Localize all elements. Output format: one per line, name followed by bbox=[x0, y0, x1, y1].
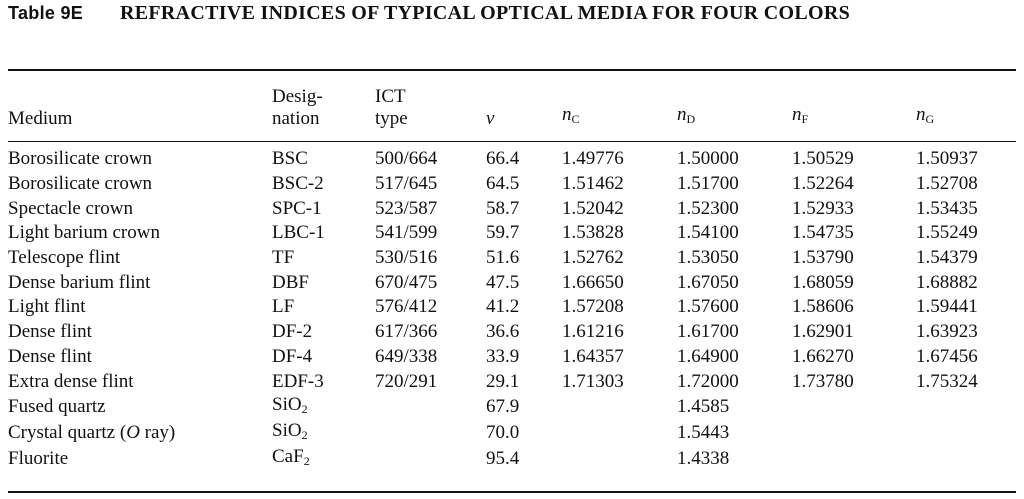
nu-cell: 33.9 bbox=[486, 345, 520, 367]
nF-cell bbox=[792, 420, 916, 446]
ict-type-cell: 649/338 bbox=[375, 345, 438, 367]
nD-cell: 1.4338 bbox=[677, 447, 730, 469]
nC-cell bbox=[562, 420, 677, 446]
nG-cell: 1.55249 bbox=[916, 222, 978, 244]
table-row bbox=[8, 196, 1016, 221]
nu-cell: 51.6 bbox=[486, 247, 520, 269]
table-row bbox=[8, 246, 1016, 271]
nF-cell: 1.73780 bbox=[792, 370, 854, 392]
medium-cell: Telescope flint bbox=[8, 247, 121, 269]
table-row bbox=[8, 270, 1016, 295]
table-caption: REFRACTIVE INDICES OF TYPICAL OPTICAL MEDIA FOR FOUR COLORS bbox=[120, 2, 851, 24]
designation-cell: BSC-2 bbox=[272, 173, 324, 195]
designation-cell: LF bbox=[272, 296, 295, 318]
nG-cell: 1.67456 bbox=[916, 345, 978, 367]
nu-cell: 64.5 bbox=[486, 173, 520, 195]
table-row bbox=[8, 420, 1016, 446]
nG-cell: 1.75324 bbox=[916, 370, 978, 392]
designation-cell: CaF$_2$ bbox=[272, 445, 310, 468]
header-medium: Medium bbox=[8, 108, 73, 129]
header-nC: $n_C$ bbox=[562, 104, 580, 126]
table-row bbox=[8, 394, 1016, 420]
header-nD: $n_D$ bbox=[677, 104, 696, 126]
nF-cell: 1.58606 bbox=[792, 296, 854, 318]
nD-cell: 1.57600 bbox=[677, 296, 739, 318]
medium-cell: Dense flint bbox=[8, 345, 92, 367]
nG-cell: 1.63923 bbox=[916, 321, 978, 343]
nC-cell: 1.64357 bbox=[562, 345, 624, 367]
ict-type-cell bbox=[375, 394, 486, 420]
ict-type-cell: 523/587 bbox=[375, 197, 438, 219]
nG-cell: 1.53435 bbox=[916, 197, 978, 219]
medium-cell: Extra dense flint bbox=[8, 370, 134, 392]
nD-cell: 1.5443 bbox=[677, 421, 730, 443]
nC-cell: 1.71303 bbox=[562, 370, 624, 392]
designation-cell: LBC-1 bbox=[272, 222, 325, 244]
table-row bbox=[8, 221, 1016, 246]
designation-cell: TF bbox=[272, 247, 295, 269]
nC-cell: 1.57208 bbox=[562, 296, 624, 318]
nD-cell: 1.72000 bbox=[677, 370, 739, 392]
medium-cell: Borosilicate crown bbox=[8, 173, 153, 195]
medium-cell: Light flint bbox=[8, 296, 86, 318]
medium-cell: Fused quartz bbox=[8, 395, 106, 417]
medium-cell: Dense barium flint bbox=[8, 271, 151, 293]
designation-cell: SPC-1 bbox=[272, 197, 322, 219]
nD-cell: 1.4585 bbox=[677, 395, 730, 417]
table-row bbox=[8, 147, 1016, 172]
top-rule bbox=[8, 69, 1016, 71]
nC-cell: 1.52042 bbox=[562, 197, 624, 219]
header-designation-line1: Desig- bbox=[272, 86, 323, 107]
nD-cell: 1.52300 bbox=[677, 197, 739, 219]
medium-cell: Light barium crown bbox=[8, 222, 160, 244]
nu-cell: 59.7 bbox=[486, 222, 520, 244]
nu-cell: 95.4 bbox=[486, 447, 520, 469]
nu-cell: 41.2 bbox=[486, 296, 520, 318]
designation-cell: DF-4 bbox=[272, 345, 313, 367]
bottom-rule bbox=[8, 491, 1016, 493]
nG-cell: 1.52708 bbox=[916, 173, 978, 195]
nG-cell: 1.59441 bbox=[916, 296, 978, 318]
nG-cell: 1.68882 bbox=[916, 271, 978, 293]
medium-cell: Dense flint bbox=[8, 321, 92, 343]
nC-cell: 1.66650 bbox=[562, 271, 624, 293]
header-nu: ν bbox=[486, 108, 495, 129]
designation-cell: SiO$_2$ bbox=[272, 393, 308, 416]
nu-cell: 67.9 bbox=[486, 395, 520, 417]
header-designation bbox=[272, 80, 375, 130]
nC-cell: 1.53828 bbox=[562, 222, 624, 244]
table-row bbox=[8, 345, 1016, 370]
ict-type-cell: 530/516 bbox=[375, 247, 438, 269]
nu-cell: 36.6 bbox=[486, 321, 520, 343]
header-nF: $n_F$ bbox=[792, 104, 809, 126]
table-row bbox=[8, 446, 1016, 472]
nG-cell: 1.54379 bbox=[916, 247, 978, 269]
nF-cell: 1.54735 bbox=[792, 222, 854, 244]
nD-cell: 1.53050 bbox=[677, 247, 739, 269]
header-row bbox=[8, 80, 1016, 130]
medium-cell: Fluorite bbox=[8, 447, 69, 469]
nu-cell: 47.5 bbox=[486, 271, 520, 293]
nF-cell: 1.52264 bbox=[792, 173, 854, 195]
header-ict-line2: type bbox=[375, 108, 408, 129]
nD-cell: 1.64900 bbox=[677, 345, 739, 367]
nC-cell bbox=[562, 446, 677, 472]
nG-cell bbox=[916, 446, 1016, 472]
nC-cell: 1.52762 bbox=[562, 247, 624, 269]
nD-cell: 1.51700 bbox=[677, 173, 739, 195]
ict-type-cell: 720/291 bbox=[375, 370, 438, 392]
ict-type-cell: 670/475 bbox=[375, 271, 438, 293]
table-row bbox=[8, 369, 1016, 394]
header-nG: $n_G$ bbox=[916, 104, 935, 126]
nG-cell bbox=[916, 394, 1016, 420]
ict-type-cell: 576/412 bbox=[375, 296, 438, 318]
ict-type-cell bbox=[375, 446, 486, 472]
header-ict-type bbox=[375, 80, 486, 130]
medium-cell: Borosilicate crown bbox=[8, 148, 153, 170]
nG-cell: 1.50937 bbox=[916, 148, 978, 170]
ict-type-cell: 617/366 bbox=[375, 321, 438, 343]
nD-cell: 1.67050 bbox=[677, 271, 739, 293]
designation-cell: DBF bbox=[272, 271, 309, 293]
nF-cell bbox=[792, 394, 916, 420]
table-row bbox=[8, 295, 1016, 320]
ict-type-cell: 541/599 bbox=[375, 222, 438, 244]
nF-cell: 1.52933 bbox=[792, 197, 854, 219]
ict-type-cell: 500/664 bbox=[375, 148, 438, 170]
table-body bbox=[8, 147, 1016, 472]
nC-cell: 1.61216 bbox=[562, 321, 624, 343]
table-number: Table 9E bbox=[8, 3, 84, 23]
medium-cell: Crystal quartz (O ray) bbox=[8, 421, 176, 443]
nF-cell: 1.66270 bbox=[792, 345, 854, 367]
nD-cell: 1.61700 bbox=[677, 321, 739, 343]
nD-cell: 1.54100 bbox=[677, 222, 739, 244]
nC-cell: 1.51462 bbox=[562, 173, 624, 195]
header-designation-line2: nation bbox=[272, 108, 320, 129]
nF-cell: 1.53790 bbox=[792, 247, 854, 269]
nF-cell: 1.50529 bbox=[792, 148, 854, 170]
table-row bbox=[8, 172, 1016, 197]
designation-cell: DF-2 bbox=[272, 321, 313, 343]
nG-cell bbox=[916, 420, 1016, 446]
ict-type-cell bbox=[375, 420, 486, 446]
refractive-index-table bbox=[8, 80, 1016, 472]
ict-type-cell: 517/645 bbox=[375, 173, 438, 195]
nD-cell: 1.50000 bbox=[677, 148, 739, 170]
nC-cell bbox=[562, 394, 677, 420]
designation-cell: SiO$_2$ bbox=[272, 419, 308, 442]
header-ict-line1: ICT bbox=[375, 86, 406, 107]
table-title bbox=[8, 2, 940, 24]
nF-cell: 1.62901 bbox=[792, 321, 854, 343]
nF-cell bbox=[792, 446, 916, 472]
nu-cell: 70.0 bbox=[486, 421, 520, 443]
nu-cell: 29.1 bbox=[486, 370, 520, 392]
designation-cell: EDF-3 bbox=[272, 370, 324, 392]
medium-cell: Spectacle crown bbox=[8, 197, 134, 219]
table-row bbox=[8, 320, 1016, 345]
nF-cell: 1.68059 bbox=[792, 271, 854, 293]
nC-cell: 1.49776 bbox=[562, 148, 624, 170]
nu-cell: 58.7 bbox=[486, 197, 520, 219]
designation-cell: BSC bbox=[272, 148, 308, 170]
nu-cell: 66.4 bbox=[486, 148, 520, 170]
